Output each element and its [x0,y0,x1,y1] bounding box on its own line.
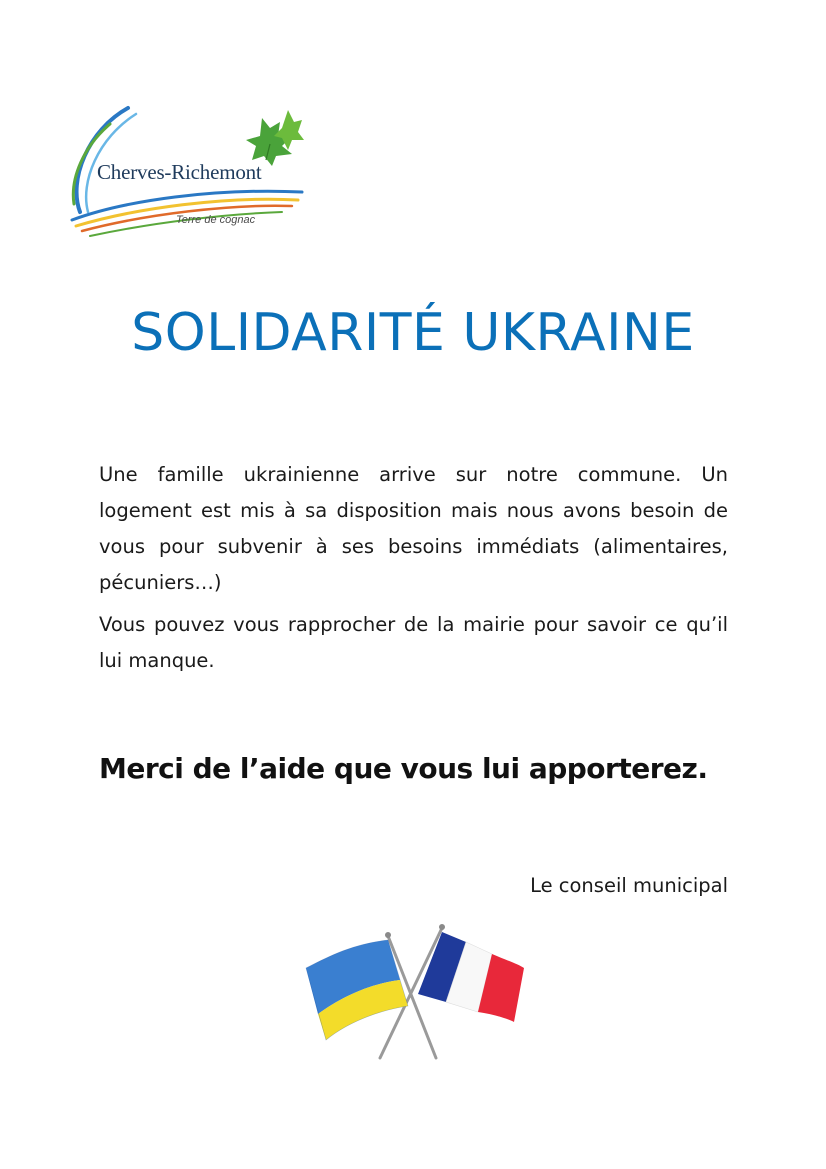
paragraph-contact: Vous pouvez vous rapprocher de la mairie pour savoir ce qu’il lui manque. [99,613,728,672]
page-title: SOLIDARITÉ UKRAINE [131,303,695,363]
municipality-logo [66,100,306,240]
crossed-flags-image [296,918,528,1062]
paragraph-intro: Une famille ukrainienne arrive sur notre commune. Un logement est mis à sa disposition mais nous avons besoin de vous pour subvenir à ses besoins immédiats (alimentaires, pécuniers…) [99,463,728,594]
thanks-heading: Merci de l’aide que vous lui apporterez. [99,752,708,785]
signature: Le conseil municipal [530,874,728,897]
logo-municipality-name: Cherves-Richemont [97,160,262,184]
body-text [99,457,728,685]
vine-leaf-icon [246,110,304,166]
ukraine-flag-icon [306,940,408,1040]
logo-tagline: Terre de cognac [176,214,256,226]
